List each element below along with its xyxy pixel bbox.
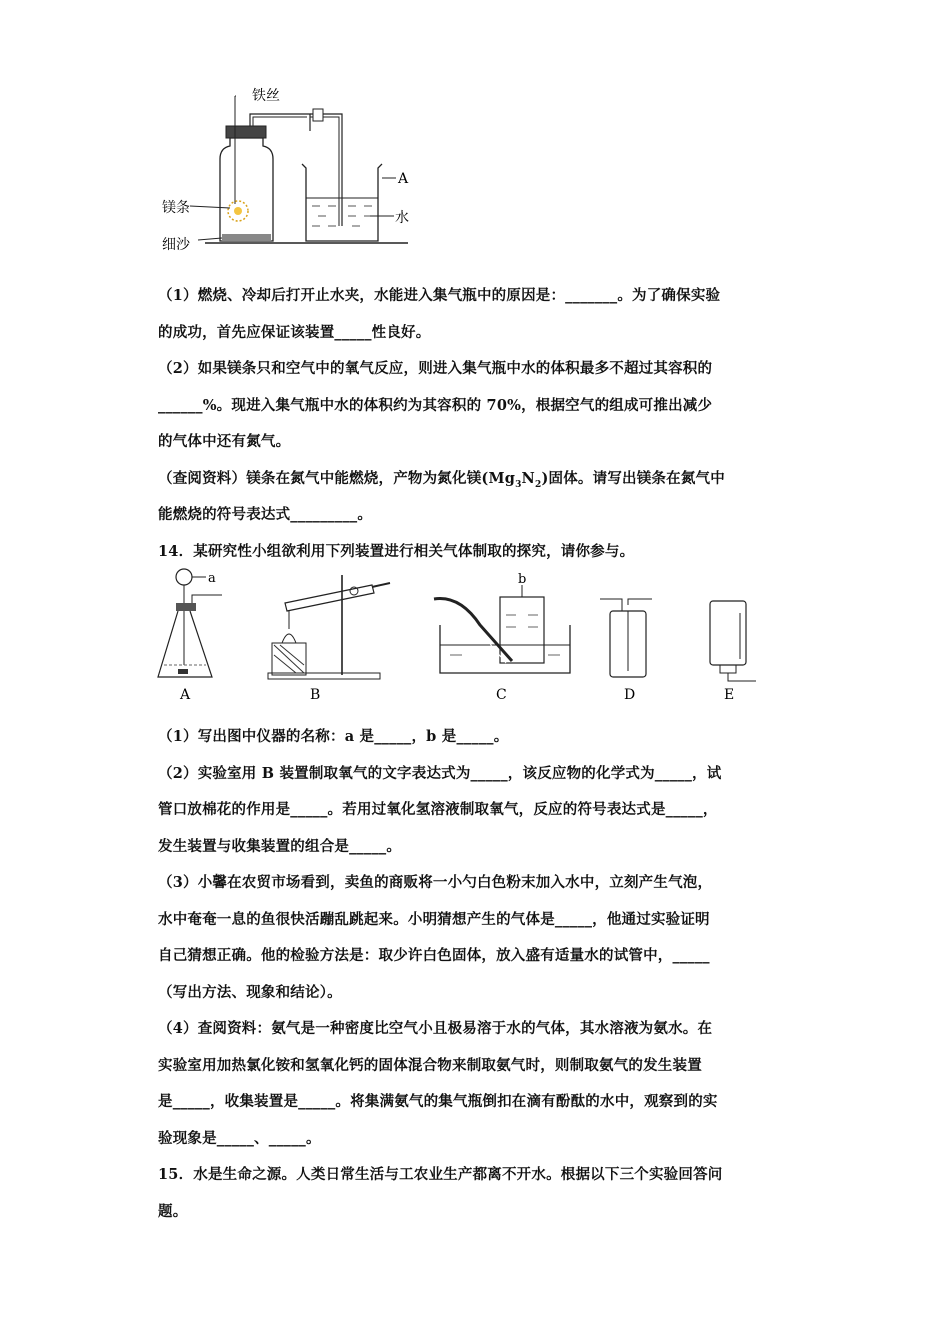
label-sand: 细沙 [162, 237, 190, 253]
caption-e: E [724, 687, 735, 703]
q13-part1-line1: （1）燃烧、冷却后打开止水夹，水能进入集气瓶中的原因是：_______。为了确保实验 [158, 287, 721, 304]
q13-part1-line2: 的成功，首先应保证该装置_____性良好。 [158, 323, 431, 341]
q14-line: 水中奄奄一息的鱼很快活蹦乱跳起来。小明猜想产生的气体是_____，他通过实验证明 [158, 910, 710, 928]
apparatus-d-icon [600, 599, 652, 677]
question-13-text [158, 278, 798, 570]
combustion-apparatus-figure [160, 86, 420, 256]
q13-part3-line1: （查阅资料）镁条在氮气中能燃烧，产物为氮化镁$(Mg_3N_2)$固体。请写出镁条在氮气中 [158, 469, 725, 490]
apparatus-b-icon [268, 575, 390, 679]
label-magnesium: 镁条 [162, 200, 190, 216]
q13-part2-line3: 的气体中还有氮气。 [158, 433, 291, 450]
q14-line: 实验室用加热氯化铵和氢氧化钙的固体混合物来制取氨气时，则制取氨气的发生装置 [158, 1056, 702, 1074]
q14-line: （2）实验室用 B 装置制取氧气的文字表达式为_____，该反应物的化学式为_____，试 [158, 764, 722, 782]
q14-line: 验现象是_____、_____。 [158, 1129, 321, 1147]
q14-line: （1）写出图中仪器的名称：a 是_____，b 是_____。 [158, 728, 509, 745]
label-b-small: b [518, 572, 527, 587]
label-iron-wire: 铁丝 [252, 88, 280, 104]
caption-b: B [310, 687, 321, 703]
q14-line: 是_____，收集装置是_____。将集满氨气的集气瓶倒扣在滴有酚酞的水中，观察到的实 [158, 1093, 718, 1110]
label-beaker-a: A [398, 171, 409, 187]
q13-part3-line2: 能燃烧的符号表达式_________。 [158, 506, 373, 523]
q13-part2-line1: （2）如果镁条只和空气中的氧气反应，则进入集气瓶中水的体积最多不超过其容积的 [158, 360, 713, 377]
q14-line: （写出方法、现象和结论）。 [158, 983, 342, 1001]
q14-line: 自己猜想正确。他的检验方法是：取少许白色固体，放入盛有适量水的试管中，_____ [158, 947, 710, 964]
q14-title: 14．某研究性小组欲利用下列装置进行相关气体制取的探究，请你参与。 [158, 542, 635, 560]
q14-line: （3）小馨在农贸市场看到，卖鱼的商贩将一小勺白色粉末加入水中，立刻产生气泡， [158, 874, 713, 891]
q14-line: 管口放棉花的作用是_____。若用过氧化氢溶液制取氧气，反应的符号表达式是_____， [158, 801, 718, 818]
caption-d: D [624, 687, 636, 703]
question-14-text [158, 719, 798, 1230]
q15-line1: 15．水是生命之源。人类日常生活与工农业生产都离不开水。根据以下三个实验回答问 [158, 1166, 723, 1183]
gas-apparatus-figure [150, 565, 770, 705]
apparatus-c-icon [434, 585, 570, 673]
q15-line2: 题。 [158, 1202, 188, 1220]
q14-line: 发生装置与收集装置的组合是_____。 [158, 837, 402, 855]
label-a-small: a [208, 571, 216, 586]
caption-c: C [496, 687, 507, 703]
q14-line: （4）查阅资料：氨气是一种密度比空气小且极易溶于水的气体，其水溶液为氨水。在 [158, 1020, 713, 1037]
label-water: 水 [395, 210, 409, 226]
caption-a: A [180, 687, 191, 703]
apparatus-e-icon [710, 601, 756, 681]
q13-part2-line2: ______%。现进入集气瓶中水的体积约为其容积的 70%，根据空气的组成可推出减少 [158, 396, 713, 414]
